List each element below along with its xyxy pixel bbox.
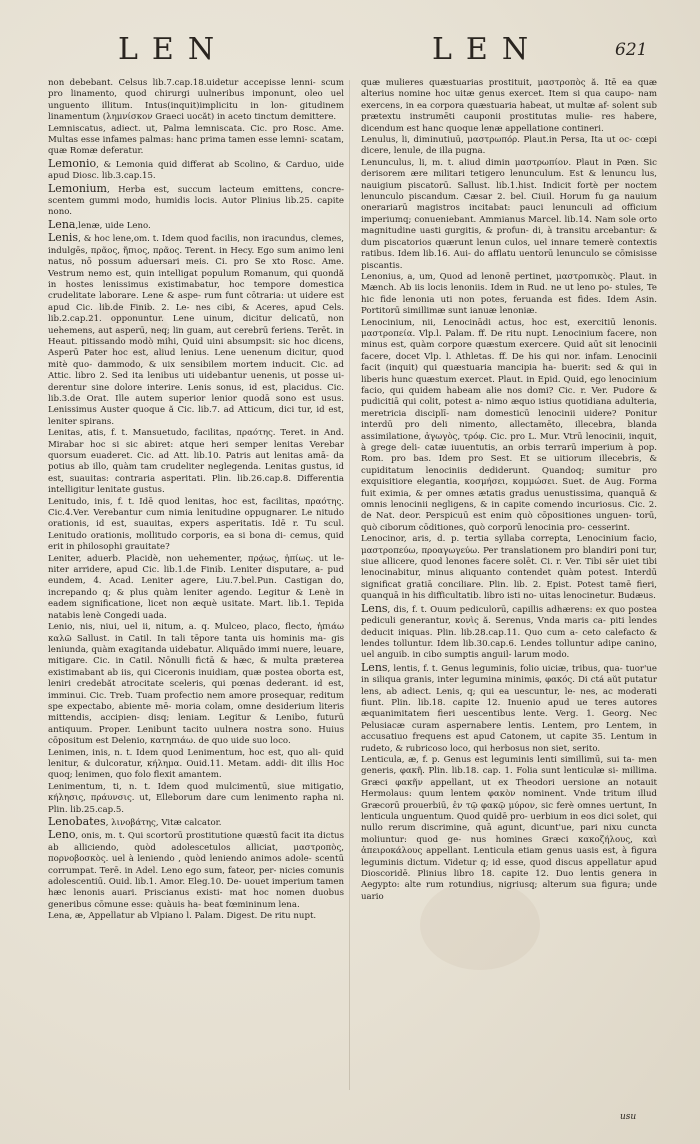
dictionary-entry bbox=[48, 428, 344, 496]
entry-text: Lenocinium, nii, Lenocinādi actus, hoc est, exercitiū lenonis. μαστροπεία. Vlp.l. Palam. ff. De ritu nupt. Lenocinium facere, non minus est, quàm corpore quæstum exercere. Quid aūt sit lenocinii facere, docet Vlp. l. Athletas. ff. De his qui nor. infam. Lenocinii facit (inquit) qui quæstuaria mancipia ha- buerit: sed & qui in liberis hunc quæstum exercet. Plaut. in Epid. Quid, ego lenocinium facio, qui quidem habeam alie nos domi? Cic. r. Ver. Pudore & pudicitiā qui colit, potest a- nimo æquo istius quotidiana adulteria, meretricia disciplī- nam domesticū lenocinii uidere? Ponitur interdū pro deli nimento, allectamēto, illecebra, blanda assimilatione, ἀγωγὸς, τρόφ. Cic. pro L. Mur. Vtrū lenocinii, inquit, à grege deli- catæ iuuentutis, an orbis terrarū imperium à pop. Rom. pro bas. Idem pro Sest. Et se uitiorum illecebris, & cupiditatum lenociniis dediderunt. Quandoq; sumitur pro exquisitiore elegantia, κοσμήσει, κομμώσει. Suet. de Aug. Forma fuit eximia, & per omnes ætatis gradus uenustissima, quanquā & omnis lenocinii negligens, & in capite comendo incuriosus. Cic. 2. de Nat. deor. Perspicuū est enim quò cōpositiones unguen- torū, quò ciborum cōditiones, quò corporū lenocinia pro- cesserint. bbox=[361, 317, 657, 533]
entry-headword: Lena bbox=[48, 217, 76, 231]
entry-text: , & Lemonia quid differat ab Scolino, & Carduo, uide apud Diosc. lib.3.cap.15. bbox=[48, 159, 344, 182]
dictionary-entry bbox=[48, 124, 344, 158]
entry-text: Lenimentum, ti, n. t. Idem quod mulcimentū, siue mitigatio, κήλησις, πράυνσις. ut, Elleborum dare cum lenimento rapha ni. Plin. lib.25.cap.5. bbox=[48, 781, 344, 815]
dictionary-entry bbox=[361, 534, 657, 602]
dictionary-entry bbox=[48, 748, 344, 782]
dictionary-entry bbox=[361, 603, 657, 662]
entry-text: Lemniscatus, adiect. ut, Palma lemniscata. Cic. pro Rosc. Ame. Multas esse infames palmas: hanc prima tamen esse lemni- scatam, quæ Romæ deferatur. bbox=[48, 123, 344, 157]
entry-text: , lentis, f. t. Genus leguminis, folio uiciæ, tribus, qua- tuor'ue in siliqua granis, inter legumina minimis, φακός. Di ctá aŭt putatur lens, ab adiect. Lenis, q; qui ea uescuntur, le- nes, ac moderati fiunt. Plin. lib.18. capite 12. Inuenio apud ue teres autores æquanimitatem fieri uescentibus lente. Verg. 1. Georg. Nec Pelusiacæ curam aspernabere lentis. Lentem, pro Lentem, in accusatiuo frequens est apud Catonem, ut capite 35. Lentum in rudeto, & rubricoso loco, qui herbosus non siet, serito. bbox=[361, 663, 657, 754]
catchword: usu bbox=[620, 1112, 637, 1122]
entry-text: Lenticula, æ, f. p. Genus est leguminis lenti simillimū, sui ta- men generis, φακῆ. Plin. lib.18. cap. 1. Folia sunt lenticulæ si- millima. Græci φακῆν appellant, ut ex Theodori uersione an notauit Hermolaus: quum lentem φακὸν nominent. Vnde tritum illud Græcorū prouerbiū, ἐν τῷ φακῷ μύρον, sic ferè omnes uertunt, In lenticula unguentum. Quod quidē pro- uerbium in eos dici solet, qui nullo rerum discrimine, quā agunt, dicunt'ue, pari nixu cuncta moliuntur: quod ge- nus homines Græci κακοζήλους, καὶ ἀπειροκάλους appellant. Lenticula etiam genus uasis est, à figura leguminis dictum. Videtur q; id esse, quod discus appellatur apud Dioscoridē. Plinius libro 18. capite 12. Duo lentis genera in Aegypto: alte rum rotundius, nigriusq; alterum sua figura; unde uario bbox=[361, 754, 657, 902]
left-column bbox=[48, 78, 344, 923]
entry-text: non debebant. Celsus lib.7.cap.18.uidetur accepisse lenni- scum pro linamento, quod chirurgi uulneribus imponunt, oleo uel unguento illitum. Intus(inquit)implicitu in lon- gitudinem linamentum (λημνίσκον Graeci uocăt) in aceto tinctum demittere. bbox=[48, 78, 344, 123]
dictionary-entry bbox=[361, 755, 657, 903]
entry-text: Lenio, nis, niui, uel ii, nitum, a. q. Mulceo, placo, flecto, ἠπιάω καλῶ Sallust. in Catil. In tali tēpore tanta uis hominis ma- gis leniunda, quàm exagitanda uidebatur. Aliquādo immi nuere, leuare, mitigare. Cic. in Catil. Nōnulli fictā & hæc, & multa præterea existimabant ab iis, qui Ciceronis inuidiam, quæ postea oborta est, leniri credebăt atrocitate sceleris, qui pœnas dederant. id est, imminui. Cic. Treb. Tuam profectio nem amore prosequar, reditum spe expectabo, abiente mē- moria colam, omne desiderium literis mittendis, accipien- disq; leniam. Legitur & Lenibo, futurū antiquum. Proper. Lenibunt tacito uulnera nostra sono. Huius cōpositum est Delenio, κατηπιάω. de quo uide suo loco. bbox=[48, 622, 344, 747]
entry-text: Lenitas, atis, f. t. Mansuetudo, facilitas, πραότης. Teret. in And. Mirabar hoc si sic abiret: atque heri semper lenitas Verebar quorsum euaderet. Cic. ad Att. lib.10. Patris aut lenitas amā- da potius ab illo, quàm tam crudeliter neglegenda. Lenitas gustus, id est, suauitas: contraria asperitati. Plin. lib.26.cap.8. Differentia intelligitur lenitate gustus. bbox=[48, 428, 344, 496]
dictionary-entry bbox=[48, 183, 344, 219]
dictionary-entry bbox=[361, 272, 657, 318]
entry-text: , & hoc lene,om. t. Idem quod facilis, non iracundus, clemes, indulgēs, πρᾶος, ἤπιος, πρᾶος. Terent. in Hecy. Ego sum animo leni natus, nō possum aduersari meis. Ci. pro Se xto Rosc. Ame. Vestrum nemo est, quin intelligat populum Romanum, qui quondă in hostes lenissimus existimabatur, hoc tempore domestica crudelitate laborare. Lene & aspe- rum funt cōtraria: ut uidere est apud Cic. lib.de Finib. 2. Le- nes cibi, & Aceres, apud Cels. lib.2.cap.21. opponuntur. Lene uinum, dicitur delicatū, non uehemens, aut asperū, neq; lin guam, aut cerebrū feriens. Terēt. in Heaut. pitissando modò mihi, Quid uini absumpsit: sic hoc dicens, Asperū Pater hoc est, aliud lenius. Lene uenenum dicitur, quod mitè quo- dammodo, & uix sensibilem mortem inducit. Cic. ad Attic. libro 2. Sed ita lenibus uti uidebantur uenenis, ut posse ui- derentur sine dolore interire. Lenis sonus, id est, placidus. Cic. lib.3.de Orat. Ille autem superior lenior quodā sono est usus. Lenissimus Auster quoque ă Cic. lib.7. ad Atticum, dici tur, id est, leniter spirans. bbox=[48, 234, 344, 427]
entry-text: Leniter, aduerb. Placidè, non uehementer, πρᾴως, ἠπίως. ut le- niter arridere, apud Cic. lib.1.de Finib. Leniter disputare, a- pud eundem, 4. Acad. Leniter agere, Liu.7.bel.Pun. Castigan do, increpando q; & plus quàm leniter agendo. Legitur & Lenè in eadem significatione, licet non æquè usitate. Mart. lib.1. Tepida natabis lenè Congedi uada. bbox=[48, 553, 344, 621]
entry-headword: Lemonio bbox=[48, 156, 97, 170]
dictionary-entry bbox=[48, 78, 344, 124]
dictionary-entry bbox=[361, 662, 657, 755]
dictionary-entry bbox=[48, 622, 344, 747]
entry-text: Lenocinor, aris, d. p. tertia syllaba correpta, Lenocinium facio, μαστροπεύω, προαγωγεύω. Per translationem pro blandiri poni tur, siue allicere, quod lenones facere solēt. Ci. r. Ver. Tibi sēr uiet tibi lenocinabitur, minus aliquanto contendet quàm potest. Interdū significat gratiā conciliare. Plin. lib. 2. Epist. Potest tamē fieri, quanquā in his difficultatib. libro isti no- uitas lenocinetur. Budæus. bbox=[361, 534, 657, 602]
entry-headword: Lens bbox=[361, 660, 388, 674]
entry-text: Lenimen, inis, n. t. Idem quod Lenimentum, hoc est, quo ali- quid lenitur, & dulcoratur, κήλημα. Ouid.11. Metam. addi- dit illis Hoc quoq; lenimen, quo folo flexit amantem. bbox=[48, 747, 344, 781]
entry-text: , onis, m. t. Qui scortorū prostitutione quæstū facit ita dictus ab alliciendo, quòd adolescetulos alliciat, μαστροπὸς, πορνοβοσκὸς. uel à leniendo , quòd leniendo animos adole- scentū corrumpat. Terē. in Adel. Leno ego sum, fateor, per- nicies comunis adolescentiū. Ouid. lib.1. Amor. Eleg.10. De- uouet imperium tamen hæc lenonis auari. Priscianus existi- mat hoc nomen duobus generibus cōmune esse: quàuis ha- beat fœmininum lena. bbox=[48, 831, 344, 910]
entry-headword: Leno bbox=[48, 828, 76, 842]
entry-headword: Lens bbox=[361, 601, 388, 615]
entry-text: ,lenæ, uide Leno. bbox=[75, 220, 151, 231]
dictionary-entry bbox=[48, 816, 344, 829]
dictionary-entry bbox=[48, 554, 344, 622]
dictionary-entry bbox=[361, 318, 657, 535]
dictionary-entry bbox=[48, 782, 344, 816]
entry-text: Lena, æ, Appellatur ab Vlpiano l. Palam. Digest. De ritu nupt. bbox=[48, 911, 317, 922]
dictionary-entry bbox=[361, 135, 657, 158]
dictionary-entry bbox=[48, 829, 344, 911]
entry-text: , λινοβάτης, Vitæ calcator. bbox=[105, 818, 222, 828]
dictionary-entry bbox=[361, 78, 657, 135]
dictionary-entry bbox=[48, 497, 344, 554]
entry-headword: Lenis bbox=[48, 231, 79, 245]
dictionary-entry bbox=[48, 158, 344, 183]
column-divider bbox=[349, 80, 350, 1090]
entry-headword: Lemonium bbox=[48, 181, 107, 195]
dictionary-entry bbox=[48, 232, 344, 428]
page-number: 621 bbox=[615, 40, 648, 60]
entry-text: , Herba est, succum lacteum emittens, concre- scentem gummi modo, humidis locis. Autor Plinius lib.25. capite nono. bbox=[48, 184, 344, 218]
entry-text: Lenitudo, inis, f. t. Idē quod lenitas, hoc est, facilitas, πραότης. Cic.4.Ver. Verebantur cum nimia lenitudine oppugnarer. Le nitudo orationis, id est, suauitas, expers asperitatis. Idē r. Tu scul. Lenitudo orationis, mollitudo corporis, ea si bona di- cemus, quid erit in philosophi grauitate? bbox=[48, 496, 344, 553]
entry-headword: Lenobates bbox=[48, 815, 106, 828]
entry-text: Lenulus, li, diminutiuū, μαστρωπόρ. Plaut.in Persa, Ita ut oc- cœpi dicere, lenule, de illa pugna. bbox=[361, 135, 657, 157]
dictionary-entry bbox=[48, 219, 344, 232]
entry-text: quæ mulieres quæstuarias prostituit, μαστροπὸς ă. Itē ea quæ alterius nomine hoc uitæ genus exercet. Item si qua caupo- nam exercens, in ea corpora quæstuaria habeat, ut multæ af- solent sub prætextu instrumēti cauponii prostitutas mulie- res habere, dicendum est hanc quoque lenæ appellatione contineri. bbox=[361, 78, 657, 134]
running-head-right: LEN bbox=[432, 32, 543, 67]
dictionary-entry bbox=[48, 911, 344, 922]
running-head-left: LEN bbox=[118, 32, 229, 67]
dictionary-entry bbox=[361, 158, 657, 272]
right-column bbox=[361, 78, 657, 903]
entry-text: Lenunculus, li, m. t. aliud dimin μαστρωπίον. Plaut in Pœn. Sic derisorem ære militari tetigero lenunculum. Est & lenuncu lus, nauigium piscatorū. Sallust. lib.1.hist. Indicit fortè per noctem lenunculo piscandum. Cæsar 2. bel. Ciuil. Horum fu ga nauium onerariarū magistros incitabat: pauci lenunculi ad officium imperiumq; conueniebant. Ammianus Marcel. lib.14. Nam sole orto magnitudine uasti gurgitis, & profun- di, à transitu arcebantur: & dum piscatorios quærunt lenun culos, uel innare temerè contextis ratibus. Idem lib.16. Aui- do afflatu uentorū lenunculo se cōmisisse piscantis. bbox=[361, 157, 657, 271]
running-head bbox=[0, 30, 700, 70]
entry-text: , dis, f. t. Ouum pediculorū, capillis adhærens: ex quo postea pediculi generantur, κονὶς ă. Serenus, Vnda maris ca- piti lendes deducit iniquas. Plin. lib.28.cap.11. Quo cum a- ceto calefacto & lendes tolluntur. Idem lib.30.cap.6. Lendes tolluntur adipe canino, uel anguib. in cibo sumptis anguil- larum modo. bbox=[361, 604, 657, 661]
entry-text: Lenonius, a, um, Quod ad lenonē pertinet, μαστροπικὸς. Plaut. in Mænch. Ab iis locis lenoniis. Idem in Rud. ne ut leno po- stules, Te hic fide lenonia uti non potes, feruanda est fides. Idem Asin. Portitorū simillimæ sunt ianuæ lenoniæ. bbox=[361, 271, 657, 317]
